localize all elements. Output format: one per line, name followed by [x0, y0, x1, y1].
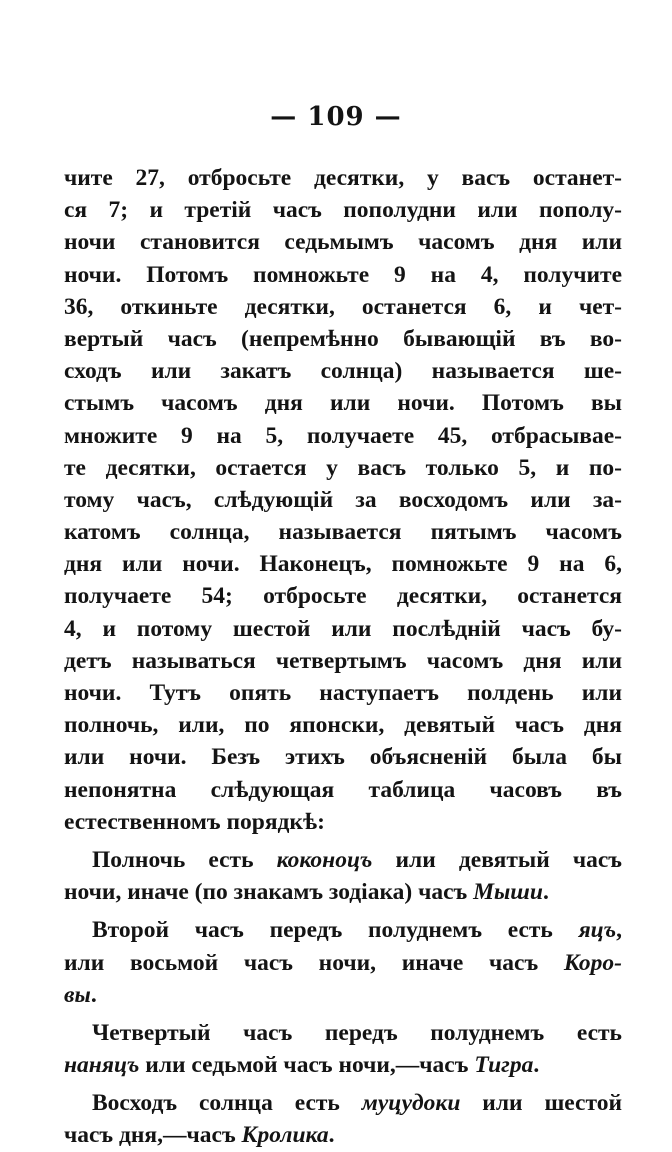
entry-text: .	[328, 1122, 335, 1149]
entry-text: ,	[616, 917, 622, 944]
entry-term: коконоцъ	[276, 846, 373, 873]
entry-text: .	[542, 879, 549, 906]
text-line: полночь, или, по японски, девятый часъ дня	[64, 712, 622, 739]
text-line: детъ называться четвертымъ часомъ дня или	[64, 647, 622, 674]
text-line: стымъ часомъ дня или ночи. Потомъ вы	[64, 390, 622, 417]
entry-term: Тигра	[474, 1052, 534, 1079]
text-line: ночи. Тутъ опять наступаетъ полдень или	[64, 680, 622, 706]
entry-term: яцъ	[578, 917, 617, 944]
text-line: ночи. Потомъ помножьте 9 на 4, получите	[64, 261, 622, 288]
entry-text: или девятый часъ	[372, 846, 622, 873]
text-line: 36, откиньте десятки, останется 6, и чет-	[64, 293, 622, 320]
entry-term: Мыши	[473, 879, 543, 906]
entry-term: вы	[64, 981, 91, 1008]
text-line: естественномъ порядкѣ:	[64, 808, 325, 835]
table-entry-line	[64, 876, 622, 908]
entry-text: или восьмой часъ ночи, иначе часъ	[64, 949, 564, 976]
entry-term: Кролика	[241, 1122, 329, 1149]
table-entry-line	[64, 979, 622, 1011]
text-line: ся 7; и третій часъ пополудни или пополу-	[64, 197, 622, 224]
page-number: — 109 —	[270, 102, 402, 132]
text-line: тому часъ, слѣдующій за восходомъ или за-	[64, 486, 622, 513]
entry-term: Коро-	[563, 949, 622, 976]
table-entry-line	[64, 914, 622, 946]
entry-text: .	[90, 981, 97, 1008]
table-entry-line	[64, 844, 622, 876]
text-line: получаете 54; отбросьте десятки, останется	[64, 583, 622, 610]
text-line: множите 9 на 5, получаете 45, отбрасывае-	[64, 422, 622, 449]
entry-text: .	[533, 1052, 540, 1079]
entry-text: Четвертый часъ передъ полуднемъ есть	[92, 1019, 622, 1046]
entry-text: Полночь есть	[92, 846, 277, 873]
table-entry-line	[64, 1049, 622, 1081]
text-line: 4, и потому шестой или послѣдній часъ бу-	[64, 615, 622, 642]
entry-term: наняцъ	[64, 1052, 140, 1079]
body-text	[64, 162, 622, 1152]
text-line: или ночи. Безъ этихъ объясненій была бы	[64, 744, 622, 771]
table-entry-line	[64, 947, 622, 979]
text-line: сходъ или закатъ солнца) называется ше-	[64, 358, 622, 385]
table-entry-line	[64, 1087, 622, 1119]
table-entry-line	[64, 1017, 622, 1049]
entry-text: часъ дня,—часъ	[64, 1122, 242, 1149]
text-line: дня или ночи. Наконецъ, помножьте 9 на 6,	[64, 551, 622, 578]
entry-text: Восходъ солнца есть	[92, 1090, 362, 1117]
text-line: катомъ солнца, называется пятымъ часомъ	[64, 519, 622, 546]
entry-text: или седьмой часъ ночи,—часъ	[139, 1052, 475, 1079]
text-line: ночи становится седьмымъ часомъ дня или	[64, 229, 622, 256]
table-entry-line	[64, 1119, 622, 1151]
entry-text: Второй часъ передъ полуднемъ есть	[92, 917, 579, 944]
text-line: чите 27, отбросьте десятки, у васъ останет-	[64, 165, 622, 191]
text-line: те десятки, остается у васъ только 5, и по-	[64, 454, 622, 481]
entry-text: или шестой	[460, 1090, 622, 1117]
text-line: непонятна слѣдующая таблица часовъ въ	[64, 776, 622, 803]
text-line: вертый часъ (непремѣнно бывающій въ во-	[64, 325, 622, 352]
entry-term: муцудоки	[361, 1090, 461, 1117]
entry-text: ночи, иначе (по знакамъ зодіака) часъ	[64, 879, 474, 906]
